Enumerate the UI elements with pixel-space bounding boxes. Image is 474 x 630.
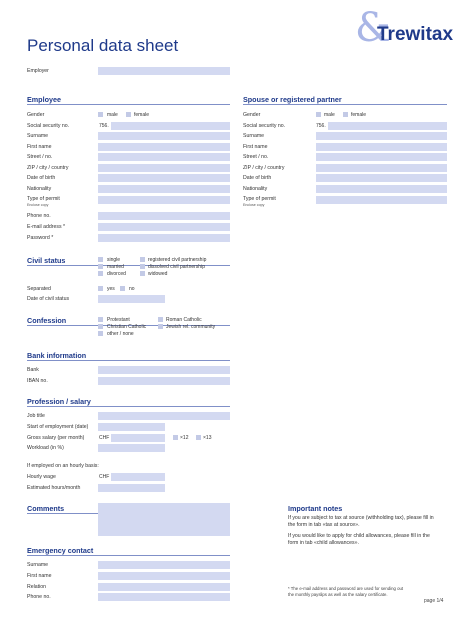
spouse-nationality-field[interactable] bbox=[316, 185, 447, 193]
profession-divider bbox=[27, 406, 230, 407]
emergency-relation-field[interactable] bbox=[98, 583, 230, 591]
confession-heading: Confession bbox=[27, 316, 67, 325]
bank-field[interactable] bbox=[98, 366, 230, 374]
spouse-ssn-prefix: 756. bbox=[316, 123, 326, 129]
employee-heading: Employee bbox=[27, 95, 61, 104]
civil-married-checkbox[interactable] bbox=[98, 264, 103, 269]
employee-divider bbox=[27, 104, 230, 105]
confession-roman-catholic-checkbox[interactable] bbox=[158, 317, 163, 322]
emergency-surname-field[interactable] bbox=[98, 561, 230, 569]
civil-dissolved-checkbox[interactable] bbox=[140, 264, 145, 269]
hourly-wage-currency: CHF bbox=[99, 474, 110, 480]
bank-label: Bank bbox=[27, 367, 39, 373]
employee-permit-note: Enclose copy bbox=[27, 203, 49, 207]
employee-permit-label: Type of permit bbox=[27, 196, 60, 202]
separated-no-checkbox[interactable] bbox=[120, 286, 125, 291]
employee-ssn-field[interactable] bbox=[111, 122, 230, 130]
bank-heading: Bank information bbox=[27, 351, 87, 360]
employee-nationality-field[interactable] bbox=[98, 185, 230, 193]
spouse-male-label: male bbox=[324, 112, 335, 118]
start-date-label: Start of employment (date) bbox=[27, 424, 89, 430]
separated-yes-checkbox[interactable] bbox=[98, 286, 103, 291]
employee-phone-label: Phone no. bbox=[27, 213, 51, 219]
confession-christian-catholic-label: Christian Catholic bbox=[107, 324, 147, 330]
estimated-hours-label: Estimated hours/month bbox=[27, 485, 81, 491]
spouse-divider bbox=[243, 104, 447, 105]
gross-salary-field[interactable] bbox=[111, 434, 165, 442]
emergency-phone-label: Phone no. bbox=[27, 594, 51, 600]
spouse-female-label: female bbox=[351, 112, 367, 118]
civil-single-label: single bbox=[107, 257, 121, 263]
salary-x13-label: ×13 bbox=[203, 435, 212, 441]
employee-gender-label: Gender bbox=[27, 112, 45, 118]
emergency-surname-label: Surname bbox=[27, 562, 49, 568]
gross-salary-label: Gross salary (per month) bbox=[27, 435, 85, 441]
civil-dissolved-label: dissolved civil partnership bbox=[148, 264, 205, 270]
employee-password-field[interactable] bbox=[98, 234, 230, 242]
employee-zip-field[interactable] bbox=[98, 164, 230, 172]
workload-field[interactable] bbox=[98, 444, 165, 452]
iban-label: IBAN no. bbox=[27, 378, 48, 384]
spouse-zip-field[interactable] bbox=[316, 164, 447, 172]
civil-status-heading: Civil status bbox=[27, 256, 66, 265]
spouse-ssn-field[interactable] bbox=[328, 122, 447, 130]
employee-first-name-label: First name bbox=[27, 144, 52, 150]
confession-roman-catholic-label: Roman Catholic bbox=[166, 317, 202, 323]
spouse-nationality-label: Nationality bbox=[243, 186, 268, 192]
civil-divorced-checkbox[interactable] bbox=[98, 271, 103, 276]
employee-password-label: Password * bbox=[27, 235, 54, 241]
employee-nationality-label: Nationality bbox=[27, 186, 52, 192]
employee-first-name-field[interactable] bbox=[98, 143, 230, 151]
page-title: Personal data sheet bbox=[27, 36, 179, 55]
footnote: * The e-mail address and password are used for sending out the monthly payslips as well as the salary certificate. bbox=[288, 586, 404, 597]
employee-female-checkbox[interactable] bbox=[126, 112, 131, 117]
civil-divorced-label: divorced bbox=[107, 271, 126, 277]
emergency-phone-field[interactable] bbox=[98, 593, 230, 601]
civil-married-label: married bbox=[107, 264, 124, 270]
spouse-dob-label: Date of birth bbox=[243, 175, 272, 181]
spouse-permit-note: Enclose copy bbox=[243, 203, 265, 207]
employee-phone-field[interactable] bbox=[98, 212, 230, 220]
employee-ssn-label: Social security no. bbox=[27, 123, 70, 129]
employee-male-label: male bbox=[107, 112, 118, 118]
emergency-first-name-field[interactable] bbox=[98, 572, 230, 580]
estimated-hours-field[interactable] bbox=[98, 484, 165, 492]
comments-heading: Comments bbox=[27, 504, 65, 513]
employee-male-checkbox[interactable] bbox=[98, 112, 103, 117]
employer-label: Employer bbox=[27, 68, 49, 74]
civil-date-label: Date of civil status bbox=[27, 296, 70, 302]
spouse-heading: Spouse or registered partner bbox=[243, 95, 342, 104]
workload-label: Workload (in %) bbox=[27, 445, 64, 451]
logo-ampersand-icon: & bbox=[355, 5, 391, 51]
spouse-dob-field[interactable] bbox=[316, 174, 447, 182]
confession-other-checkbox[interactable] bbox=[98, 331, 103, 336]
separated-label: Separated bbox=[27, 286, 51, 292]
confession-jewish-label: Jewish rel. community bbox=[166, 324, 216, 330]
profession-heading: Profession / salary bbox=[27, 397, 91, 406]
confession-christian-catholic-checkbox[interactable] bbox=[98, 324, 103, 329]
spouse-first-name-label: First name bbox=[243, 144, 268, 150]
employee-dob-field[interactable] bbox=[98, 174, 230, 182]
spouse-female-checkbox[interactable] bbox=[343, 112, 348, 117]
notes-tax-at-source: If you are subject to tax at source (withholding tax), please fill in the form in tab «tax at source». bbox=[288, 515, 434, 529]
spouse-surname-label: Surname bbox=[243, 133, 265, 139]
gross-salary-currency: CHF bbox=[99, 435, 110, 441]
emergency-divider bbox=[27, 555, 230, 556]
employee-zip-label: ZIP / city / country bbox=[27, 165, 69, 171]
employee-surname-field[interactable] bbox=[98, 132, 230, 140]
employee-street-field[interactable] bbox=[98, 153, 230, 161]
employee-permit-field[interactable] bbox=[98, 196, 230, 204]
civil-reg-partnership-checkbox[interactable] bbox=[140, 257, 145, 262]
civil-widowed-checkbox[interactable] bbox=[140, 271, 145, 276]
employee-dob-label: Date of birth bbox=[27, 175, 56, 181]
iban-field[interactable] bbox=[98, 377, 230, 385]
notes-heading: Important notes bbox=[288, 504, 343, 513]
employee-street-label: Street / no. bbox=[27, 154, 53, 160]
spouse-permit-field[interactable] bbox=[316, 196, 447, 204]
job-title-field[interactable] bbox=[98, 412, 230, 420]
civil-single-checkbox[interactable] bbox=[98, 257, 103, 262]
employee-female-label: female bbox=[134, 112, 150, 118]
civil-date-field[interactable] bbox=[98, 295, 165, 303]
emergency-relation-label: Relation bbox=[27, 584, 47, 590]
confession-protestant-label: Protestant bbox=[107, 317, 130, 323]
hourly-basis-label: If employed on an hourly basis: bbox=[27, 463, 99, 469]
spouse-permit-label: Type of permit bbox=[243, 196, 276, 202]
confession-other-label: other / none bbox=[107, 331, 134, 337]
spouse-ssn-label: Social security no. bbox=[243, 123, 286, 129]
page-number: page 1/4 bbox=[424, 598, 444, 604]
employee-email-label: E-mail address * bbox=[27, 224, 66, 230]
separated-yes-label: yes bbox=[107, 286, 115, 292]
bank-divider bbox=[27, 360, 230, 361]
hourly-wage-field[interactable] bbox=[111, 473, 165, 481]
separated-no-label: no bbox=[129, 286, 135, 292]
spouse-male-checkbox[interactable] bbox=[316, 112, 321, 117]
civil-widowed-label: widowed bbox=[148, 271, 168, 277]
confession-protestant-checkbox[interactable] bbox=[98, 317, 103, 322]
spouse-street-field[interactable] bbox=[316, 153, 447, 161]
civil-reg-partnership-label: registered civil partnership bbox=[148, 257, 207, 263]
trewitax-logo bbox=[355, 5, 465, 54]
employee-ssn-prefix: 756. bbox=[99, 123, 109, 129]
job-title-label: Job title bbox=[27, 413, 45, 419]
employee-surname-label: Surname bbox=[27, 133, 49, 139]
hourly-wage-label: Hourly wage bbox=[27, 474, 56, 480]
spouse-zip-label: ZIP / city / country bbox=[243, 165, 285, 171]
spouse-street-label: Street / no. bbox=[243, 154, 269, 160]
employer-field[interactable] bbox=[98, 67, 230, 75]
logo-wordmark: Trewitax bbox=[377, 24, 454, 45]
employee-email-field[interactable] bbox=[98, 223, 230, 231]
spouse-first-name-field[interactable] bbox=[316, 143, 447, 151]
spouse-gender-label: Gender bbox=[243, 112, 261, 118]
start-date-field[interactable] bbox=[98, 423, 165, 431]
confession-jewish-checkbox[interactable] bbox=[158, 324, 163, 329]
emergency-first-name-label: First name bbox=[27, 573, 52, 579]
salary-x12-label: ×12 bbox=[180, 435, 189, 441]
salary-x13-checkbox[interactable] bbox=[196, 435, 201, 440]
emergency-heading: Emergency contact bbox=[27, 546, 94, 555]
salary-x12-checkbox[interactable] bbox=[173, 435, 178, 440]
spouse-surname-field[interactable] bbox=[316, 132, 447, 140]
notes-child-allowances: If you would like to apply for child allowances, please fill in the form in tab «child allowances». bbox=[288, 533, 430, 547]
comments-textarea[interactable] bbox=[98, 503, 230, 536]
